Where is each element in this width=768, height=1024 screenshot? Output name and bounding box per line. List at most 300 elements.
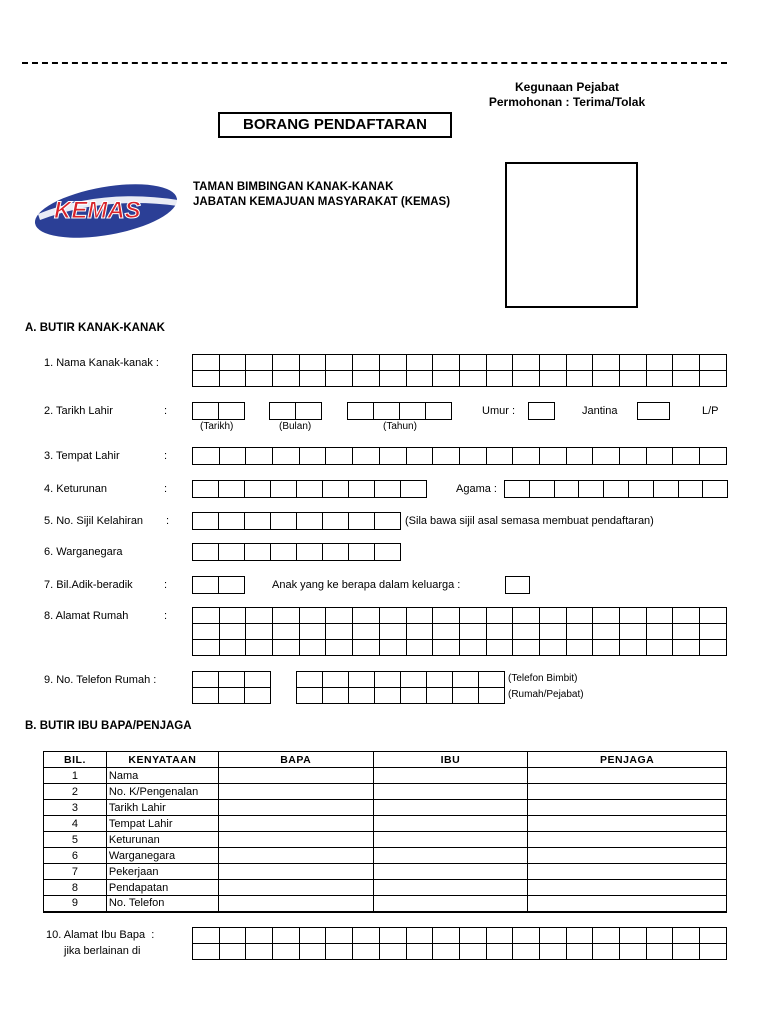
char-box[interactable] bbox=[566, 371, 593, 387]
bapa-cell[interactable] bbox=[218, 864, 373, 880]
char-box[interactable] bbox=[374, 403, 400, 420]
day-hint: (Tarikh) bbox=[200, 421, 234, 432]
char-box[interactable] bbox=[459, 608, 486, 624]
char-box[interactable] bbox=[646, 371, 673, 387]
char-box[interactable] bbox=[299, 944, 326, 960]
bapa-cell[interactable] bbox=[218, 880, 373, 896]
child-name-grid[interactable] bbox=[192, 354, 727, 387]
char-box[interactable] bbox=[326, 624, 353, 640]
char-box[interactable] bbox=[646, 608, 673, 624]
char-box[interactable] bbox=[375, 513, 401, 530]
penjaga-cell[interactable] bbox=[528, 816, 727, 832]
char-box[interactable] bbox=[193, 544, 219, 561]
char-box[interactable] bbox=[193, 624, 220, 640]
penjaga-cell[interactable] bbox=[528, 864, 727, 880]
char-box[interactable] bbox=[273, 371, 300, 387]
char-box[interactable] bbox=[193, 577, 219, 594]
char-box[interactable] bbox=[700, 928, 727, 944]
home-address-label: 8. Alamat Rumah bbox=[44, 610, 129, 622]
char-box[interactable] bbox=[486, 944, 513, 960]
char-box[interactable] bbox=[604, 481, 629, 498]
char-box[interactable] bbox=[297, 513, 323, 530]
char-box[interactable] bbox=[219, 371, 246, 387]
char-box[interactable] bbox=[379, 448, 406, 465]
char-box[interactable] bbox=[638, 403, 670, 420]
char-box[interactable] bbox=[700, 355, 727, 371]
char-box[interactable] bbox=[646, 944, 673, 960]
char-box[interactable] bbox=[375, 481, 401, 498]
char-box[interactable] bbox=[326, 608, 353, 624]
char-box[interactable] bbox=[193, 355, 220, 371]
char-box[interactable] bbox=[673, 355, 700, 371]
application-status: Permohonan : Terima/Tolak bbox=[488, 95, 646, 109]
char-box[interactable] bbox=[426, 403, 452, 420]
char-box[interactable] bbox=[193, 672, 219, 688]
char-box[interactable] bbox=[433, 624, 460, 640]
char-box[interactable] bbox=[353, 640, 380, 656]
char-box[interactable] bbox=[353, 928, 380, 944]
char-box[interactable] bbox=[700, 944, 727, 960]
char-box[interactable] bbox=[326, 640, 353, 656]
char-box[interactable] bbox=[406, 944, 433, 960]
char-box[interactable] bbox=[433, 371, 460, 387]
char-box[interactable] bbox=[323, 544, 349, 561]
char-box[interactable] bbox=[271, 544, 297, 561]
char-box[interactable] bbox=[193, 371, 220, 387]
birth-day-grid[interactable] bbox=[192, 402, 245, 420]
char-box[interactable] bbox=[539, 944, 566, 960]
char-box[interactable] bbox=[529, 481, 554, 498]
char-box[interactable] bbox=[700, 624, 727, 640]
char-box[interactable] bbox=[273, 640, 300, 656]
char-box[interactable] bbox=[379, 624, 406, 640]
child-name-label-text: 1. Nama Kanak-kanak bbox=[44, 357, 153, 369]
char-box[interactable] bbox=[219, 544, 245, 561]
char-box[interactable] bbox=[646, 928, 673, 944]
siblings-grid[interactable] bbox=[192, 576, 245, 594]
bapa-cell[interactable] bbox=[218, 784, 373, 800]
char-box[interactable] bbox=[646, 355, 673, 371]
char-box[interactable] bbox=[193, 513, 219, 530]
char-box[interactable] bbox=[323, 481, 349, 498]
char-box[interactable] bbox=[193, 944, 220, 960]
char-box[interactable] bbox=[193, 448, 220, 465]
birth-cert-grid[interactable] bbox=[192, 512, 401, 530]
char-box[interactable] bbox=[566, 624, 593, 640]
char-box[interactable] bbox=[273, 608, 300, 624]
char-box[interactable] bbox=[459, 944, 486, 960]
char-box[interactable] bbox=[245, 513, 271, 530]
header-bil: BIL. bbox=[44, 752, 107, 768]
char-box[interactable] bbox=[486, 640, 513, 656]
char-box[interactable] bbox=[246, 355, 273, 371]
char-box[interactable] bbox=[353, 608, 380, 624]
char-box[interactable] bbox=[479, 672, 505, 688]
char-box[interactable] bbox=[406, 448, 433, 465]
birth-month-grid[interactable] bbox=[269, 402, 322, 420]
char-box[interactable] bbox=[566, 944, 593, 960]
char-box[interactable] bbox=[486, 624, 513, 640]
char-box[interactable] bbox=[406, 928, 433, 944]
org-line-1: TAMAN BIMBINGAN KANAK-KANAK bbox=[193, 181, 394, 193]
char-box[interactable] bbox=[349, 688, 375, 704]
birth-year-grid[interactable] bbox=[347, 402, 452, 420]
char-box[interactable] bbox=[653, 481, 678, 498]
parent-address-grid[interactable] bbox=[192, 927, 727, 960]
char-box[interactable] bbox=[529, 403, 555, 420]
char-box[interactable] bbox=[673, 624, 700, 640]
char-box[interactable] bbox=[349, 513, 375, 530]
char-box[interactable] bbox=[326, 928, 353, 944]
char-box[interactable] bbox=[323, 513, 349, 530]
char-box[interactable] bbox=[646, 448, 673, 465]
row-label: Pekerjaan bbox=[106, 864, 218, 880]
char-box[interactable] bbox=[593, 355, 620, 371]
ibu-cell[interactable] bbox=[373, 864, 528, 880]
year-hint: (Tahun) bbox=[383, 421, 417, 432]
colon: : bbox=[153, 674, 157, 686]
religion-grid[interactable] bbox=[504, 480, 728, 498]
char-box[interactable] bbox=[486, 928, 513, 944]
char-box[interactable] bbox=[566, 608, 593, 624]
char-box[interactable] bbox=[299, 624, 326, 640]
char-box[interactable] bbox=[219, 928, 246, 944]
char-box[interactable] bbox=[433, 355, 460, 371]
char-box[interactable] bbox=[453, 688, 479, 704]
char-box[interactable] bbox=[297, 672, 323, 688]
char-box[interactable] bbox=[271, 481, 297, 498]
colon: : bbox=[164, 405, 168, 417]
char-box[interactable] bbox=[539, 928, 566, 944]
char-box[interactable] bbox=[348, 403, 374, 420]
ibu-cell[interactable] bbox=[373, 800, 528, 816]
home-address-grid[interactable] bbox=[192, 607, 727, 656]
char-box[interactable] bbox=[219, 513, 245, 530]
char-box[interactable] bbox=[427, 672, 453, 688]
char-box[interactable] bbox=[401, 672, 427, 688]
org-line-2: JABATAN KEMAJUAN MASYARAKAT (KEMAS) bbox=[193, 196, 451, 208]
bapa-cell[interactable] bbox=[218, 896, 373, 912]
char-box[interactable] bbox=[539, 355, 566, 371]
char-box[interactable] bbox=[326, 448, 353, 465]
char-box[interactable] bbox=[673, 640, 700, 656]
char-box[interactable] bbox=[513, 371, 540, 387]
char-box[interactable] bbox=[219, 640, 246, 656]
char-box[interactable] bbox=[703, 481, 728, 498]
bapa-cell[interactable] bbox=[218, 768, 373, 784]
header-penjaga: PENJAGA bbox=[528, 752, 727, 768]
char-box[interactable] bbox=[459, 355, 486, 371]
char-box[interactable] bbox=[593, 928, 620, 944]
char-box[interactable] bbox=[539, 608, 566, 624]
char-box[interactable] bbox=[673, 371, 700, 387]
bapa-cell[interactable] bbox=[218, 848, 373, 864]
char-box[interactable] bbox=[193, 928, 220, 944]
char-box[interactable] bbox=[299, 371, 326, 387]
char-box[interactable] bbox=[297, 544, 323, 561]
char-box[interactable] bbox=[593, 371, 620, 387]
char-box[interactable] bbox=[375, 688, 401, 704]
section-b-title: B. BUTIR IBU BAPA/PENJAGA bbox=[25, 720, 192, 732]
char-box[interactable] bbox=[246, 371, 273, 387]
ethnicity-grid[interactable] bbox=[192, 480, 427, 498]
char-box[interactable] bbox=[193, 608, 220, 624]
char-box[interactable] bbox=[593, 608, 620, 624]
char-box[interactable] bbox=[326, 371, 353, 387]
char-box[interactable] bbox=[486, 608, 513, 624]
char-box[interactable] bbox=[673, 448, 700, 465]
char-box[interactable] bbox=[379, 944, 406, 960]
char-box[interactable] bbox=[459, 928, 486, 944]
char-box[interactable] bbox=[193, 403, 219, 420]
mobile-phone-grid[interactable] bbox=[296, 671, 505, 704]
char-box[interactable] bbox=[353, 371, 380, 387]
char-box[interactable] bbox=[246, 640, 273, 656]
header-bapa: BAPA bbox=[218, 752, 373, 768]
penjaga-cell[interactable] bbox=[528, 896, 727, 912]
char-box[interactable] bbox=[593, 448, 620, 465]
char-box[interactable] bbox=[349, 544, 375, 561]
char-box[interactable] bbox=[406, 608, 433, 624]
char-box[interactable] bbox=[513, 640, 540, 656]
char-box[interactable] bbox=[700, 608, 727, 624]
row-number: 4 bbox=[44, 816, 107, 832]
char-box[interactable] bbox=[673, 608, 700, 624]
parents-table bbox=[43, 751, 727, 913]
char-box[interactable] bbox=[433, 640, 460, 656]
char-box[interactable] bbox=[673, 928, 700, 944]
char-box[interactable] bbox=[620, 608, 647, 624]
form-title: BORANG PENDAFTARAN bbox=[218, 112, 452, 138]
char-box[interactable] bbox=[273, 448, 300, 465]
char-box[interactable] bbox=[353, 448, 380, 465]
char-box[interactable] bbox=[323, 672, 349, 688]
age-label: Umur : bbox=[482, 405, 515, 417]
birth-cert-label: 5. No. Sijil Kelahiran bbox=[44, 515, 144, 527]
char-box[interactable] bbox=[296, 403, 322, 420]
penjaga-cell[interactable] bbox=[528, 848, 727, 864]
ibu-cell[interactable] bbox=[373, 784, 528, 800]
birth-order-box[interactable] bbox=[505, 576, 530, 594]
bapa-cell[interactable] bbox=[218, 832, 373, 848]
char-box[interactable] bbox=[513, 608, 540, 624]
char-box[interactable] bbox=[219, 403, 245, 420]
ibu-cell[interactable] bbox=[373, 848, 528, 864]
char-box[interactable] bbox=[459, 371, 486, 387]
char-box[interactable] bbox=[326, 355, 353, 371]
char-box[interactable] bbox=[539, 371, 566, 387]
char-box[interactable] bbox=[299, 448, 326, 465]
char-box[interactable] bbox=[299, 928, 326, 944]
char-box[interactable] bbox=[628, 481, 653, 498]
char-box[interactable] bbox=[219, 355, 246, 371]
char-box[interactable] bbox=[620, 928, 647, 944]
char-box[interactable] bbox=[375, 544, 401, 561]
char-box[interactable] bbox=[646, 640, 673, 656]
char-box[interactable] bbox=[379, 928, 406, 944]
char-box[interactable] bbox=[433, 448, 460, 465]
char-box[interactable] bbox=[273, 944, 300, 960]
char-box[interactable] bbox=[379, 608, 406, 624]
char-box[interactable] bbox=[353, 624, 380, 640]
char-box[interactable] bbox=[271, 513, 297, 530]
religion-label: Agama : bbox=[456, 483, 497, 495]
char-box[interactable] bbox=[379, 371, 406, 387]
row-label: No. K/Pengenalan bbox=[106, 784, 218, 800]
char-box[interactable] bbox=[219, 944, 246, 960]
char-box[interactable] bbox=[219, 624, 246, 640]
char-box[interactable] bbox=[245, 688, 271, 704]
char-box[interactable] bbox=[479, 688, 505, 704]
char-box[interactable] bbox=[459, 640, 486, 656]
char-box[interactable] bbox=[486, 448, 513, 465]
char-box[interactable] bbox=[273, 928, 300, 944]
age-box[interactable] bbox=[528, 402, 555, 420]
gender-box[interactable] bbox=[637, 402, 670, 420]
char-box[interactable] bbox=[353, 944, 380, 960]
char-box[interactable] bbox=[700, 640, 727, 656]
char-box[interactable] bbox=[193, 481, 219, 498]
char-box[interactable] bbox=[646, 624, 673, 640]
penjaga-cell[interactable] bbox=[528, 784, 727, 800]
char-box[interactable] bbox=[427, 688, 453, 704]
char-box[interactable] bbox=[513, 624, 540, 640]
photo-box[interactable] bbox=[505, 162, 638, 308]
char-box[interactable] bbox=[620, 355, 647, 371]
char-box[interactable] bbox=[554, 481, 579, 498]
char-box[interactable] bbox=[620, 640, 647, 656]
penjaga-cell[interactable] bbox=[528, 832, 727, 848]
char-box[interactable] bbox=[246, 944, 273, 960]
char-box[interactable] bbox=[297, 688, 323, 704]
char-box[interactable] bbox=[246, 448, 273, 465]
char-box[interactable] bbox=[245, 544, 271, 561]
char-box[interactable] bbox=[513, 355, 540, 371]
bapa-cell[interactable] bbox=[218, 816, 373, 832]
char-box[interactable] bbox=[193, 640, 220, 656]
penjaga-cell[interactable] bbox=[528, 800, 727, 816]
char-box[interactable] bbox=[219, 672, 245, 688]
char-box[interactable] bbox=[219, 688, 245, 704]
char-box[interactable] bbox=[246, 928, 273, 944]
citizenship-grid[interactable] bbox=[192, 543, 401, 561]
char-box[interactable] bbox=[245, 672, 271, 688]
char-box[interactable] bbox=[297, 481, 323, 498]
char-box[interactable] bbox=[349, 481, 375, 498]
char-box[interactable] bbox=[620, 448, 647, 465]
char-box[interactable] bbox=[566, 355, 593, 371]
char-box[interactable] bbox=[379, 640, 406, 656]
char-box[interactable] bbox=[486, 371, 513, 387]
char-box[interactable] bbox=[270, 403, 296, 420]
char-box[interactable] bbox=[513, 448, 540, 465]
char-box[interactable] bbox=[353, 355, 380, 371]
ibu-cell[interactable] bbox=[373, 896, 528, 912]
char-box[interactable] bbox=[375, 672, 401, 688]
char-box[interactable] bbox=[700, 371, 727, 387]
char-box[interactable] bbox=[593, 624, 620, 640]
char-box[interactable] bbox=[400, 403, 426, 420]
char-box[interactable] bbox=[620, 371, 647, 387]
organization-name bbox=[193, 180, 450, 210]
ibu-cell[interactable] bbox=[373, 816, 528, 832]
char-box[interactable] bbox=[620, 624, 647, 640]
char-box[interactable] bbox=[401, 481, 427, 498]
char-box[interactable] bbox=[700, 448, 727, 465]
char-box[interactable] bbox=[673, 944, 700, 960]
colon: : bbox=[155, 357, 159, 369]
char-box[interactable] bbox=[579, 481, 604, 498]
char-box[interactable] bbox=[453, 672, 479, 688]
char-box[interactable] bbox=[323, 688, 349, 704]
char-box[interactable] bbox=[219, 481, 245, 498]
char-box[interactable] bbox=[246, 608, 273, 624]
home-phone-grid[interactable] bbox=[192, 671, 271, 704]
char-box[interactable] bbox=[219, 577, 245, 594]
char-box[interactable] bbox=[273, 624, 300, 640]
char-box[interactable] bbox=[193, 688, 219, 704]
char-box[interactable] bbox=[245, 481, 271, 498]
bapa-cell[interactable] bbox=[218, 800, 373, 816]
char-box[interactable] bbox=[593, 944, 620, 960]
char-box[interactable] bbox=[620, 944, 647, 960]
char-box[interactable] bbox=[506, 577, 530, 594]
char-box[interactable] bbox=[273, 355, 300, 371]
char-box[interactable] bbox=[513, 944, 540, 960]
char-box[interactable] bbox=[406, 355, 433, 371]
char-box[interactable] bbox=[219, 448, 246, 465]
row-number: 9 bbox=[44, 896, 107, 912]
char-box[interactable] bbox=[406, 624, 433, 640]
char-box[interactable] bbox=[326, 944, 353, 960]
table-row bbox=[44, 816, 727, 832]
char-box[interactable] bbox=[433, 608, 460, 624]
char-box[interactable] bbox=[379, 355, 406, 371]
char-box[interactable] bbox=[401, 688, 427, 704]
char-box[interactable] bbox=[246, 624, 273, 640]
char-box[interactable] bbox=[513, 928, 540, 944]
char-box[interactable] bbox=[459, 448, 486, 465]
char-box[interactable] bbox=[593, 640, 620, 656]
char-box[interactable] bbox=[505, 481, 530, 498]
char-box[interactable] bbox=[219, 608, 246, 624]
char-box[interactable] bbox=[349, 672, 375, 688]
char-box[interactable] bbox=[299, 608, 326, 624]
char-box[interactable] bbox=[299, 355, 326, 371]
ibu-cell[interactable] bbox=[373, 880, 528, 896]
char-box[interactable] bbox=[406, 371, 433, 387]
char-box[interactable] bbox=[678, 481, 703, 498]
char-box[interactable] bbox=[486, 355, 513, 371]
char-box[interactable] bbox=[299, 640, 326, 656]
row-label: Tarikh Lahir bbox=[106, 800, 218, 816]
ibu-cell[interactable] bbox=[373, 832, 528, 848]
char-box[interactable] bbox=[459, 624, 486, 640]
char-box[interactable] bbox=[433, 928, 460, 944]
char-box[interactable] bbox=[406, 640, 433, 656]
char-box[interactable] bbox=[566, 928, 593, 944]
char-box[interactable] bbox=[539, 448, 566, 465]
char-box[interactable] bbox=[566, 640, 593, 656]
birth-place-grid[interactable] bbox=[192, 447, 727, 465]
penjaga-cell[interactable] bbox=[528, 768, 727, 784]
char-box[interactable] bbox=[539, 640, 566, 656]
ibu-cell[interactable] bbox=[373, 768, 528, 784]
char-box[interactable] bbox=[566, 448, 593, 465]
char-box[interactable] bbox=[539, 624, 566, 640]
penjaga-cell[interactable] bbox=[528, 880, 727, 896]
char-box[interactable] bbox=[433, 944, 460, 960]
